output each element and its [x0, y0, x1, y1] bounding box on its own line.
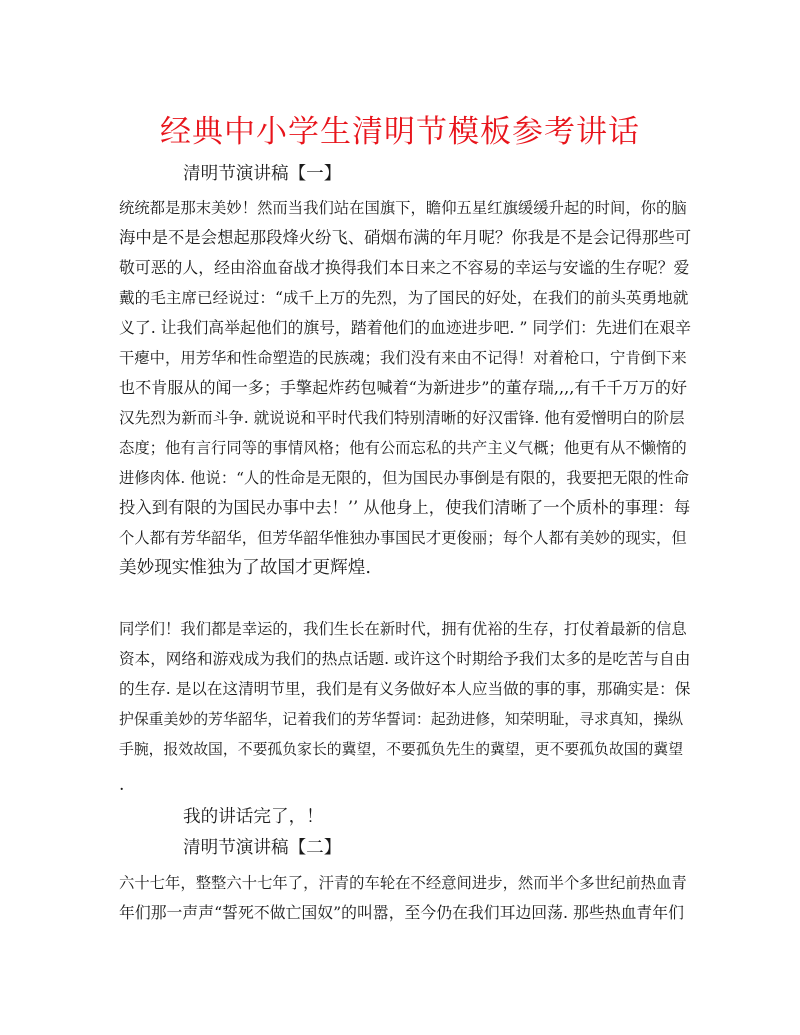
section-heading-1: 清明节演讲稿【一】	[183, 164, 342, 184]
paragraph-line: 义了. 让我们高举起他们的旗号，踏着他们的血迹进步吧. ” 同学们：先进们在艰辛	[119, 318, 691, 337]
paragraph-line: 进修肉体. 他说：“人的性命是无限的，但为国民办事倒是有限的，我要把无限的性命	[119, 469, 689, 487]
paragraph-line: 手腕，报效故国，不要孤负家长的冀望，不要孤负先生的冀望，更不要孤负故国的冀望	[119, 740, 684, 758]
section-heading-2: 清明节演讲稿【二】	[183, 838, 342, 858]
paragraph-line: 护保重美妙的芳华韶华，记着我们的芳华誓词：起劲进修，知荣明耻，寻求真知，操纵	[119, 710, 684, 728]
paragraph-line: 海中是不是会想起那段烽火纷飞、硝烟布满的年月呢？你我是不是会记得那些可	[119, 228, 692, 247]
paragraph-line: 年们那一声声“誓死不做亡国奴”的叫嚣，至今仍在我们耳边回荡. 那些热血青年们	[119, 903, 684, 922]
paragraph-line: 的生存. 是以在这清明节里，我们是有义务做好本人应当做的事的事，那确实是：保	[119, 680, 691, 698]
paragraph-line: 资本，网络和游戏成为我们的热点话题. 或许这个时期给予我们太多的是吃苦与自由	[119, 650, 691, 668]
paragraph-line: 个人都有芳华韶华，但芳华韶华惟独办事国民才更俊丽；每个人都有美妙的现实，但	[119, 529, 687, 547]
paragraph-line: 也不肯服从的闻一多；手擎起炸药包喊着“为新进步”的董存瑞,,,,有千千万万的好	[119, 378, 688, 397]
paragraph-line: 六十七年，整整六十七年了，汗青的车轮在不经意间进步，然而半个多世纪前热血青	[119, 874, 687, 892]
paragraph-line: 统统都是那末美妙！然而当我们站在国旗下，瞻仰五星红旗缓缓升起的时间，你的脑	[119, 199, 687, 217]
closing-line: 我的讲话完了，！	[183, 807, 324, 827]
paragraph-line: 干瘪中，用芳华和性命塑造的民族魂；我们没有来由不记得！对着枪口，宁肯倒下来	[119, 349, 687, 367]
paragraph-line: 态度；他有言行同等的事情风格；他有公而忘私的共产主义气概；他更有从不懒惰的	[119, 439, 687, 457]
paragraph-line: 汉先烈为新而斗争. 就说说和平时代我们特别清晰的好汉雷锋. 他有爱憎明白的阶层	[119, 409, 685, 427]
paragraph-line: 敬可恶的人，经由浴血奋战才换得我们本日来之不容易的幸运与安谧的生存呢？爱	[119, 258, 690, 277]
stray-dot: .	[119, 775, 125, 795]
paragraph-line: 投入到有限的为国民办事中去！’’ 从他身上，使我们清晰了一个质朴的事理：每	[119, 498, 691, 517]
paragraph-line: 同学们！我们都是幸运的，我们生长在新时代，拥有优裕的生存，打仗着最新的信息	[119, 620, 687, 638]
document-title: 经典中小学生清明节模板参考讲话	[160, 114, 640, 150]
paragraph-line: 美妙现实惟独为了故国才更辉煌.	[119, 558, 371, 578]
paragraph-line: 戴的毛主席已经说过：“成千上万的先烈，为了国民的好处，在我们的前头英勇地就	[119, 289, 689, 307]
